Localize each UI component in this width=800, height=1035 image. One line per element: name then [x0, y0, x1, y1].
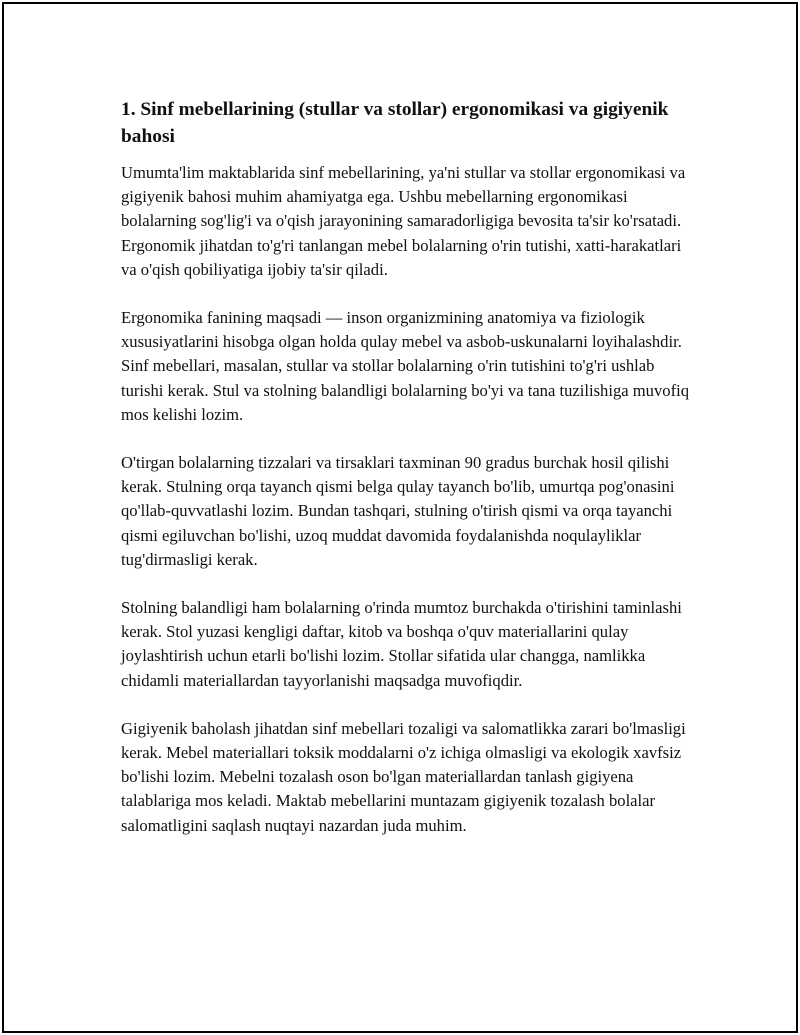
document-body — [121, 96, 689, 862]
paragraph-4: Stolning balandligi ham bolalarning o'rinda mumtoz burchakda o'tirishini taminlashi kerak. Stol yuzasi kengligi daftar, kitob va boshqa o'quv materiallarini qulay joylashtirish uchun etarli bo'lishi lozim. Stollar sifatida ular changga, namlikka chidamli materiallardan tayyorlanishi maqsadga muvofiqdir. — [121, 598, 682, 690]
section-heading: 1. Sinf mebellarining (stullar va stollar) ergonomikasi va gigiyenik bahosi — [121, 99, 669, 147]
paragraph-3: O'tirgan bolalarning tizzalari va tirsaklari taxminan 90 gradus burchak hosil qilishi kerak. Stulning orqa tayanch qismi belga qulay tayanch bo'lib, umurtqa pog'onasini qo'llab-quvvatlashi lozim. Bundan tashqari, stulning o'tirish qismi va orqa tayanchi qismi egiluvchan bo'lishi, uzoq muddat davomida foydalanishda noqulayliklar tug'dirmasligi kerak. — [121, 453, 675, 569]
paragraph-1: Umumta'lim maktablarida sinf mebellarining, ya'ni stullar va stollar ergonomikasi va gigiyenik bahosi muhim ahamiyatga ega. Ushbu mebellarning ergonomikasi bolalarning sog'lig'i va o'qish jarayonining samaradorligiga bevosita ta'sir ko'rsatadi. Ergonomik jihatdan to'g'ri tanlangan mebel bolalarning o'rin tutishi, xatti-harakatlari va o'qish qobiliyatiga ijobiy ta'sir qiladi. — [121, 163, 686, 279]
paragraph-5: Gigiyenik baholash jihatdan sinf mebellari tozaligi va salomatlikka zarari bo'lmasligi kerak. Mebel materiallari toksik moddalarni o'z ichiga olmasligi va ekologik xavfsiz bo'lishi lozim. Mebelni tozalash oson bo'lgan materiallardan tanlash gigiyena talablariga mos keladi. Maktab mebellarini muntazam gigiyenik tozalash bolalar salomatligini saqlash nuqtayi nazardan juda muhim. — [121, 718, 686, 835]
page-frame — [2, 2, 798, 1033]
paragraph-2: Ergonomika fanining maqsadi — inson organizmining anatomiya va fiziologik xususiyatlarini hisobga olgan holda qulay mebel va asbob-uskunalarni loyihalashdir. Sinf mebellari, masalan, stullar va stollar bolalarning o'rin tutishini to'g'ri ushlab turishi kerak. Stul va stolning balandligi bolalarning bo'yi va tana tuzilishiga muvofiq mos kelishi lozim. — [121, 308, 690, 424]
